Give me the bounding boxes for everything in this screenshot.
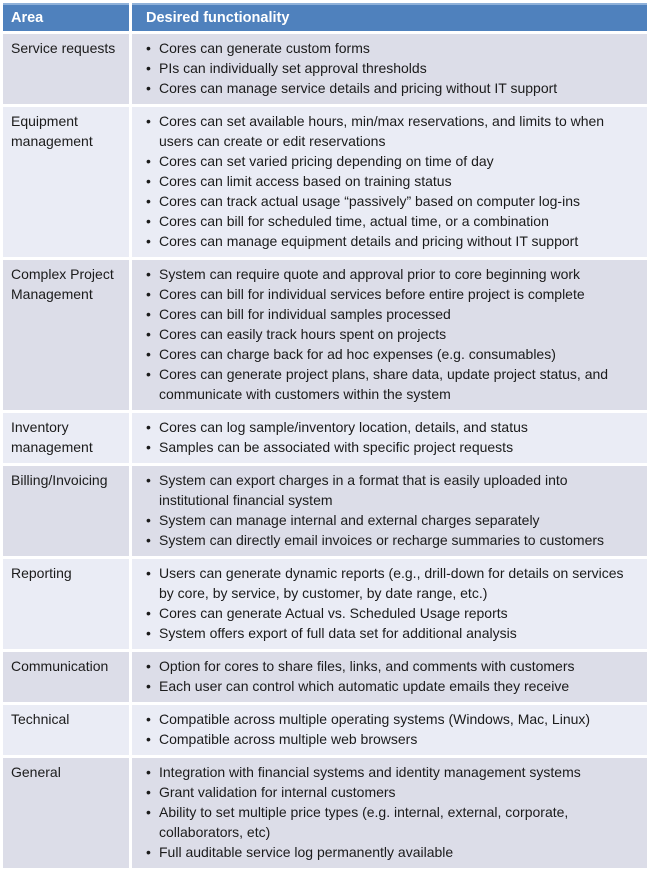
table-row <box>3 260 647 410</box>
bullet-item: • Cores can track actual usage “passively” based on computer log-ins <box>144 191 641 211</box>
bullet-item: • Compatible across multiple web browsers <box>144 729 641 749</box>
bullet-item: • PIs can individually set approval thresholds <box>144 58 641 78</box>
table-body <box>3 34 647 868</box>
bullet-item: • Full auditable service log permanently available <box>144 842 641 862</box>
bullet-item: • System can export charges in a format that is easily uploaded into institutional financial system <box>144 470 641 510</box>
bullet-item: • Cores can generate custom forms <box>144 38 641 58</box>
area-cell: Technical <box>3 705 129 755</box>
bullet-list <box>144 38 641 98</box>
bullet-item: • Cores can easily track hours spent on projects <box>144 324 641 344</box>
table-row <box>3 107 647 257</box>
table-row <box>3 758 647 868</box>
bullet-item: • Option for cores to share files, links, and comments with customers <box>144 656 641 676</box>
bullet-list <box>144 762 641 862</box>
bullet-list <box>144 264 641 404</box>
bullet-item: • System can manage internal and external charges separately <box>144 510 641 530</box>
functionality-cell <box>132 758 647 868</box>
bullet-item: • Cores can set available hours, min/max reservations, and limits to when users can create or edit reservations <box>144 111 641 151</box>
bullet-item: • Cores can manage equipment details and pricing without IT support <box>144 231 641 251</box>
header-row <box>3 3 647 31</box>
table-row <box>3 34 647 104</box>
functionality-cell <box>132 705 647 755</box>
bullet-item: • Cores can limit access based on training status <box>144 171 641 191</box>
table-row <box>3 559 647 649</box>
table-row <box>3 652 647 702</box>
area-cell: Equipment management <box>3 107 129 257</box>
bullet-item: • Cores can generate Actual vs. Scheduled Usage reports <box>144 603 641 623</box>
bullet-list <box>144 470 641 550</box>
bullet-item: • Samples can be associated with specific project requests <box>144 437 641 457</box>
functionality-cell <box>132 559 647 649</box>
table-row <box>3 466 647 556</box>
bullet-item: • System offers export of full data set for additional analysis <box>144 623 641 643</box>
bullet-list <box>144 709 641 749</box>
bullet-item: • Users can generate dynamic reports (e.g., drill-down for details on services by core, by service, by customer, by date range, etc.) <box>144 563 641 603</box>
bullet-item: • Ability to set multiple price types (e.g. internal, external, corporate, collaborators, etc) <box>144 802 641 842</box>
functionality-cell <box>132 34 647 104</box>
functionality-cell <box>132 107 647 257</box>
bullet-item: • Cores can log sample/inventory location, details, and status <box>144 417 641 437</box>
table-row <box>3 413 647 463</box>
bullet-item: • Cores can bill for scheduled time, actual time, or a combination <box>144 211 641 231</box>
bullet-list <box>144 111 641 251</box>
functionality-cell <box>132 652 647 702</box>
bullet-item: • Grant validation for internal customers <box>144 782 641 802</box>
area-cell: Service requests <box>3 34 129 104</box>
bullet-item: • Integration with financial systems and identity management systems <box>144 762 641 782</box>
bullet-item: • Compatible across multiple operating systems (Windows, Mac, Linux) <box>144 709 641 729</box>
area-cell: Inventory management <box>3 413 129 463</box>
area-cell: Billing/Invoicing <box>3 466 129 556</box>
bullet-item: • Cores can bill for individual samples processed <box>144 304 641 324</box>
area-cell: Communication <box>3 652 129 702</box>
bullet-item: • Cores can bill for individual services before entire project is complete <box>144 284 641 304</box>
bullet-list <box>144 417 641 457</box>
bullet-item: • Cores can generate project plans, share data, update project status, and communicate with customers within the system <box>144 364 641 404</box>
area-cell: General <box>3 758 129 868</box>
area-cell: Reporting <box>3 559 129 649</box>
bullet-item: • System can require quote and approval prior to core beginning work <box>144 264 641 284</box>
bullet-item: • Each user can control which automatic update emails they receive <box>144 676 641 696</box>
bullet-list <box>144 563 641 643</box>
table-header <box>3 3 647 31</box>
column-header-desired-functionality: Desired functionality <box>132 3 647 31</box>
table-row <box>3 705 647 755</box>
bullet-item: • Cores can manage service details and pricing without IT support <box>144 78 641 98</box>
functionality-cell <box>132 260 647 410</box>
bullet-item: • System can directly email invoices or recharge summaries to customers <box>144 530 641 550</box>
functionality-cell <box>132 466 647 556</box>
bullet-item: • Cores can charge back for ad hoc expenses (e.g. consumables) <box>144 344 641 364</box>
column-header-area: Area <box>3 3 129 31</box>
bullet-list <box>144 656 641 696</box>
functionality-cell <box>132 413 647 463</box>
bullet-item: • Cores can set varied pricing depending on time of day <box>144 151 641 171</box>
area-cell: Complex Project Management <box>3 260 129 410</box>
